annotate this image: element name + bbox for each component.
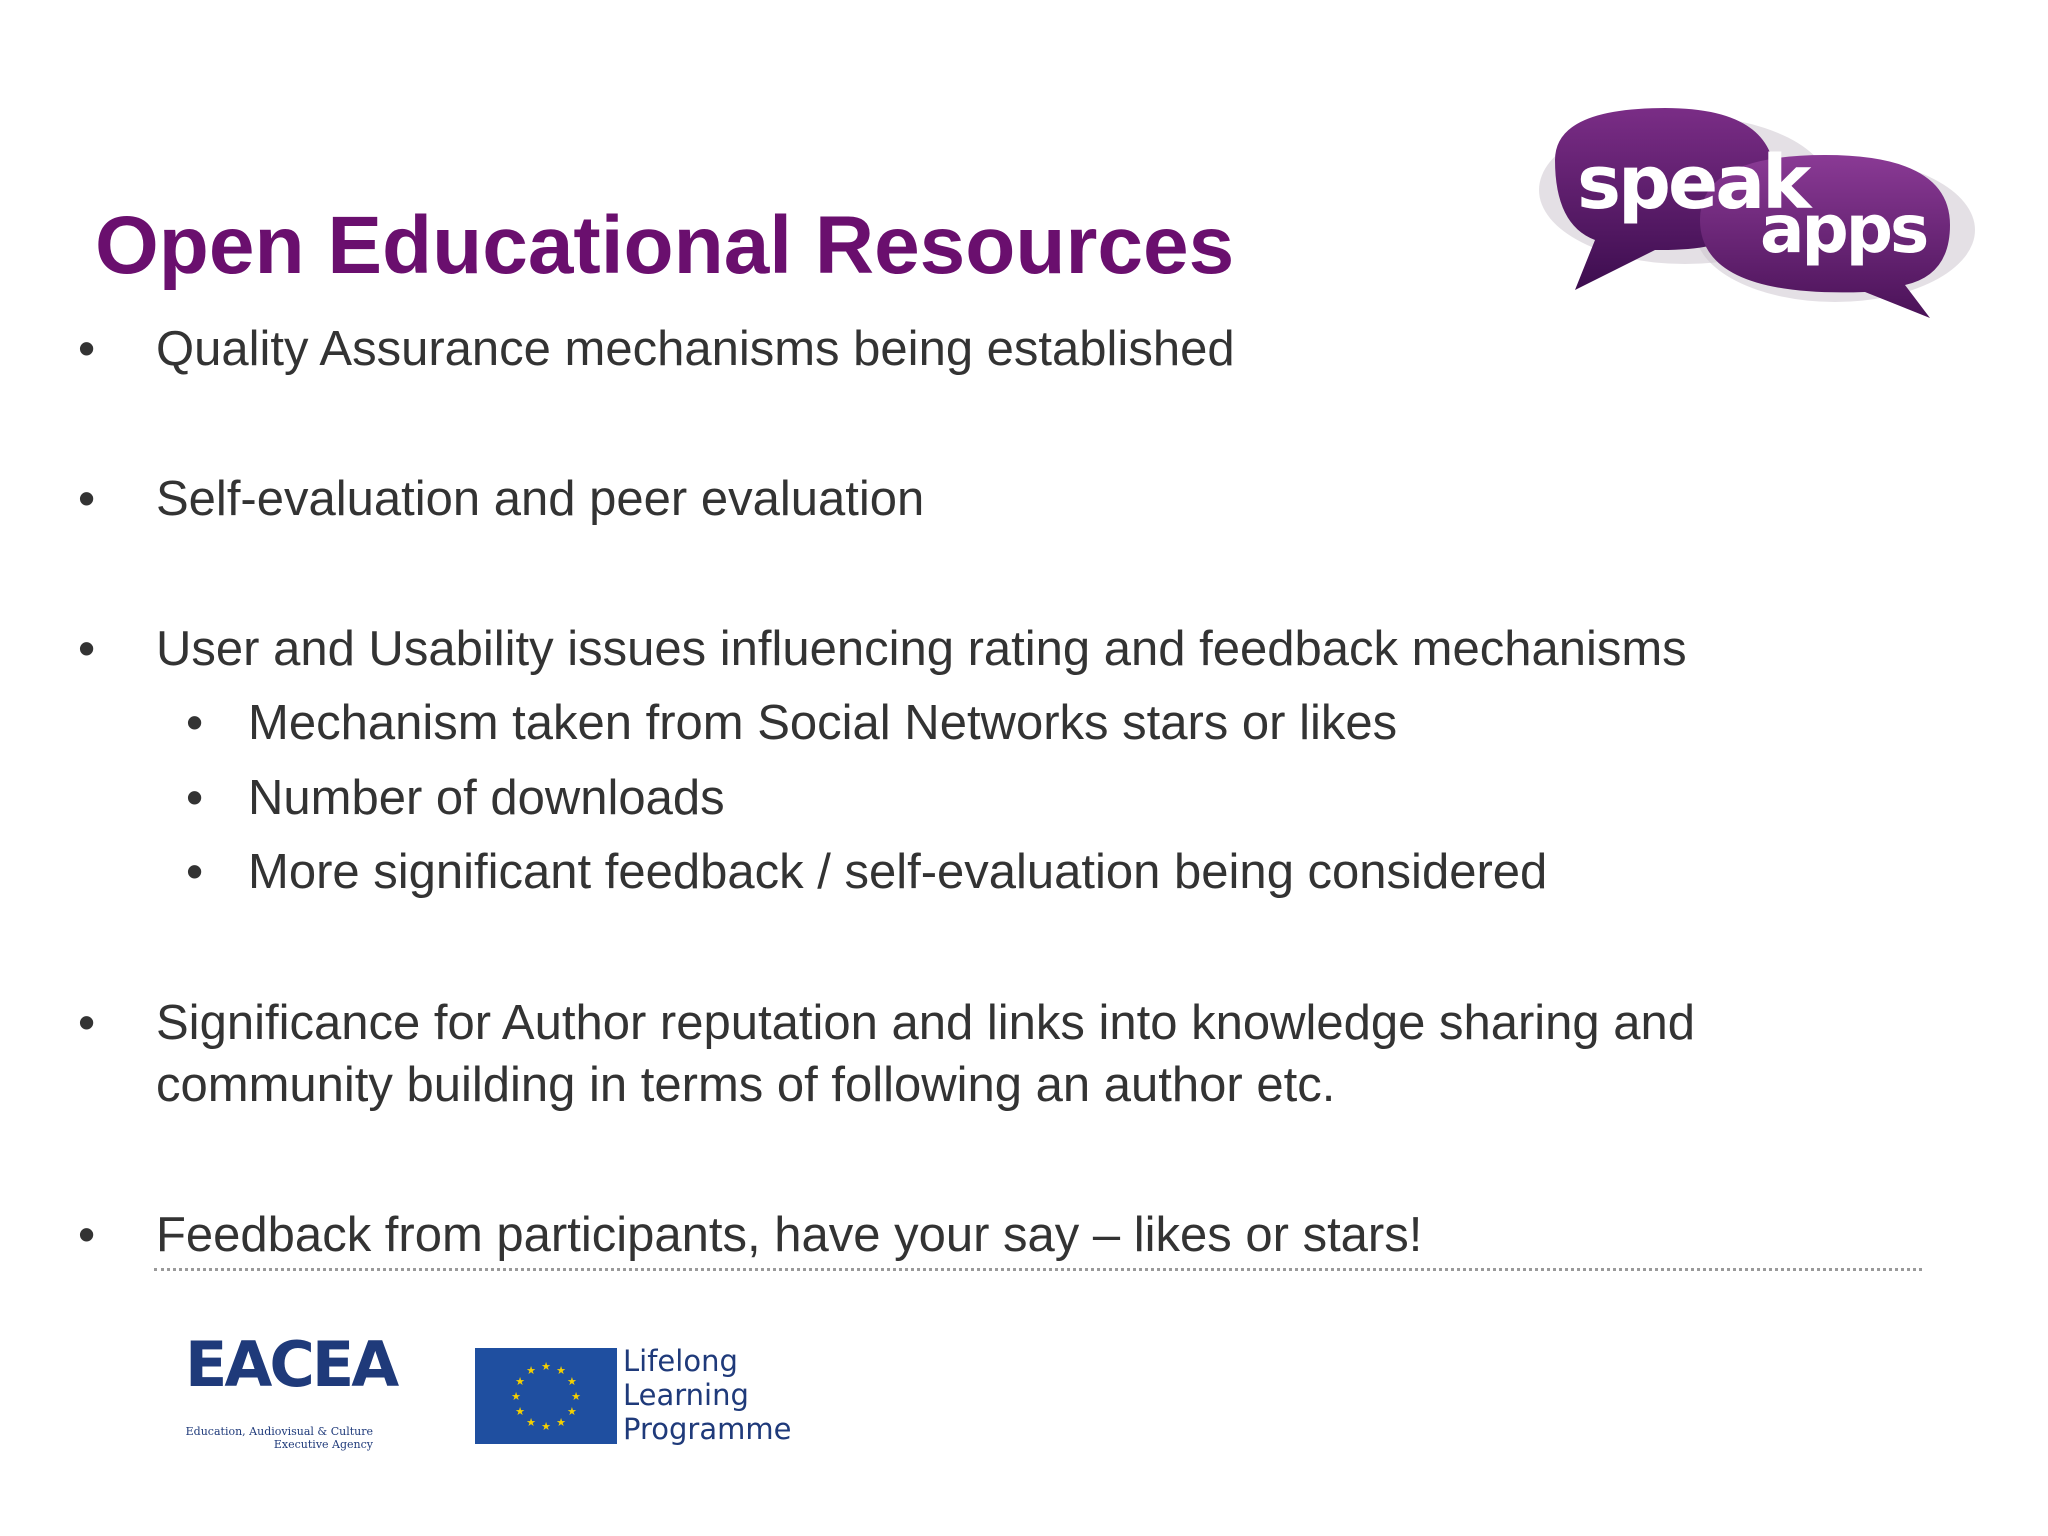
eu-star-icon: ★ bbox=[567, 1375, 577, 1388]
speakapps-word-right: apps bbox=[1760, 191, 1927, 268]
speakapps-word-left: speak bbox=[1577, 140, 1809, 226]
footer-logos bbox=[175, 1330, 815, 1470]
list-item: • Significance for Author reputation and links into knowledge sharing and bbox=[78, 996, 1696, 1050]
eu-star-icon: ★ bbox=[526, 1415, 536, 1429]
eu-star-icon: ★ bbox=[541, 1360, 551, 1373]
eu-star-icon: ★ bbox=[541, 1420, 551, 1433]
eu-star-icon: ★ bbox=[515, 1405, 525, 1418]
list-item: • Number of downloads bbox=[186, 771, 725, 825]
llp-text: Lifelong Learning Programme bbox=[623, 1344, 792, 1446]
llp-logo bbox=[475, 1344, 815, 1458]
dotted-divider bbox=[154, 1268, 1922, 1271]
eacea-name: EACEA bbox=[185, 1328, 397, 1401]
eu-star-icon: ★ bbox=[556, 1415, 566, 1429]
list-item: • Self-evaluation and peer evaluation bbox=[78, 472, 925, 526]
eu-star-icon: ★ bbox=[526, 1364, 536, 1378]
eu-star-icon: ★ bbox=[556, 1364, 566, 1378]
eu-star-icon: ★ bbox=[567, 1405, 577, 1418]
eu-star-icon: ★ bbox=[515, 1375, 525, 1388]
list-item: • User and Usability issues influencing rating and feedback mechanisms bbox=[78, 622, 1687, 676]
list-item: • Quality Assurance mechanisms being established bbox=[78, 322, 1235, 376]
eacea-subtitle: Education, Audiovisual & Culture Executive Agency bbox=[185, 1425, 373, 1451]
list-item-continuation: community building in terms of following an author etc. bbox=[156, 1058, 1336, 1112]
list-item: • Feedback from participants, have your say – likes or stars! bbox=[78, 1208, 1423, 1262]
eu-flag-icon bbox=[475, 1348, 617, 1444]
list-item: • More significant feedback / self-evaluation being considered bbox=[186, 845, 1548, 899]
eacea-logo bbox=[175, 1328, 397, 1460]
eu-star-icon: ★ bbox=[571, 1390, 581, 1403]
list-item: • Mechanism taken from Social Networks stars or likes bbox=[186, 696, 1398, 750]
slide-title: Open Educational Resources bbox=[95, 200, 1235, 291]
eu-star-icon: ★ bbox=[511, 1390, 521, 1403]
